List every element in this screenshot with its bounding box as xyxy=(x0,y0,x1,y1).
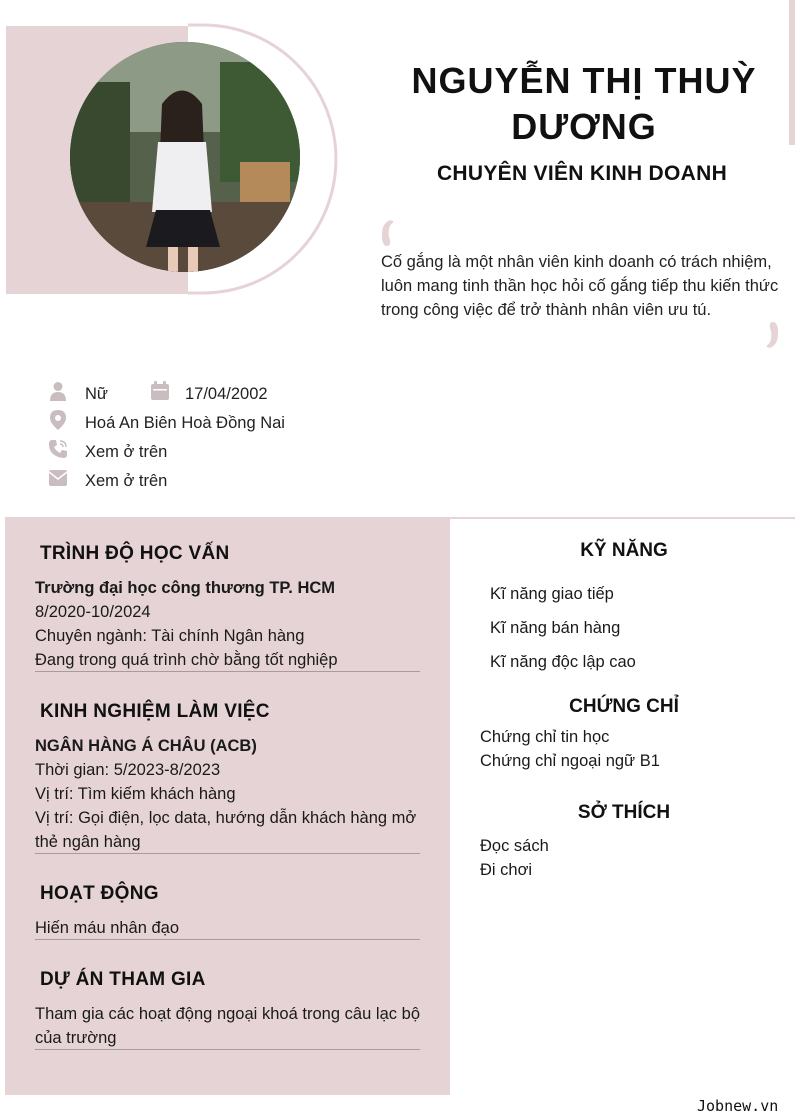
gender-value: Nữ xyxy=(85,385,108,403)
candidate-name: NGUYỄN THỊ THUỲ DƯƠNG xyxy=(411,60,757,147)
projects-divider xyxy=(35,1049,420,1050)
section-divider-top xyxy=(450,517,795,519)
experience-divider xyxy=(35,853,420,854)
education-heading: TRÌNH ĐỘ HỌC VẤN xyxy=(40,543,230,564)
quote-open-icon xyxy=(381,219,395,247)
activities-divider xyxy=(35,939,420,940)
activity-item: Hiến máu nhân đạo xyxy=(35,919,180,937)
birthdate-value: 17/04/2002 xyxy=(185,385,268,403)
hobby-item: Đi chơi xyxy=(480,861,533,879)
quote-close-icon xyxy=(765,321,779,349)
education-period: 8/2020-10/2024 xyxy=(35,603,151,621)
skill-item: Kĩ năng độc lập cao xyxy=(490,653,636,671)
skill-item: Kĩ năng giao tiếp xyxy=(490,585,614,603)
job-title: CHUYÊN VIÊN KINH DOANH xyxy=(436,162,728,185)
education-status: Đang trong quá trình chờ bằng tốt nghiệp xyxy=(35,651,338,669)
certificates-heading: CHỨNG CHỈ xyxy=(569,696,679,717)
email-value: Xem ở trên xyxy=(85,472,168,490)
hobby-item: Đọc sách xyxy=(480,837,549,855)
experience-heading: KINH NGHIỆM LÀM VIỆC xyxy=(40,701,270,722)
phone-value: Xem ở trên xyxy=(85,443,168,461)
education-major: Chuyên ngành: Tài chính Ngân hàng xyxy=(35,627,305,645)
location-pin-icon xyxy=(48,410,68,430)
portrait-photo xyxy=(70,42,300,272)
certificate-item: Chứng chỉ ngoại ngữ B1 xyxy=(480,752,660,770)
phone-icon xyxy=(48,439,68,459)
experience-position: Vị trí: Tìm kiếm khách hàng xyxy=(35,785,236,803)
hobbies-heading: SỞ THÍCH xyxy=(577,802,671,823)
skills-heading: KỸ NĂNG xyxy=(580,540,668,561)
address-value: Hoá An Biên Hoà Đồng Nai xyxy=(85,414,285,432)
project-item: Tham gia các hoạt động ngoại khoá trong câu lạc bộ của trường xyxy=(35,1005,420,1047)
certificate-item: Chứng chỉ tin học xyxy=(480,728,610,746)
email-icon xyxy=(48,468,68,488)
experience-company: NGÂN HÀNG Á CHÂU (ACB) xyxy=(35,737,257,755)
right-edge-accent xyxy=(789,0,795,145)
footer-site-link[interactable]: Jobnew.vn xyxy=(697,1097,779,1115)
calendar-icon xyxy=(150,381,170,401)
experience-time: Thời gian: 5/2023-8/2023 xyxy=(35,761,221,779)
projects-heading: DỰ ÁN THAM GIA xyxy=(40,969,206,990)
education-school: Trường đại học công thương TP. HCM xyxy=(35,579,336,597)
avatar xyxy=(70,42,300,272)
education-divider xyxy=(35,671,420,672)
experience-duties: Vị trí: Gọi điện, lọc data, hướng dẫn khách hàng mở thẻ ngân hàng xyxy=(35,809,417,851)
activities-heading: HOẠT ĐỘNG xyxy=(40,883,159,904)
skill-item: Kĩ năng bán hàng xyxy=(490,619,621,637)
person-icon xyxy=(48,381,68,401)
career-summary: Cố gắng là một nhân viên kinh doanh có trách nhiệm, luôn mang tinh thần học hỏi cố gắng tiếp thu kiến thức trong công việc để trở thành nhân viên ưu tú. xyxy=(381,253,779,319)
